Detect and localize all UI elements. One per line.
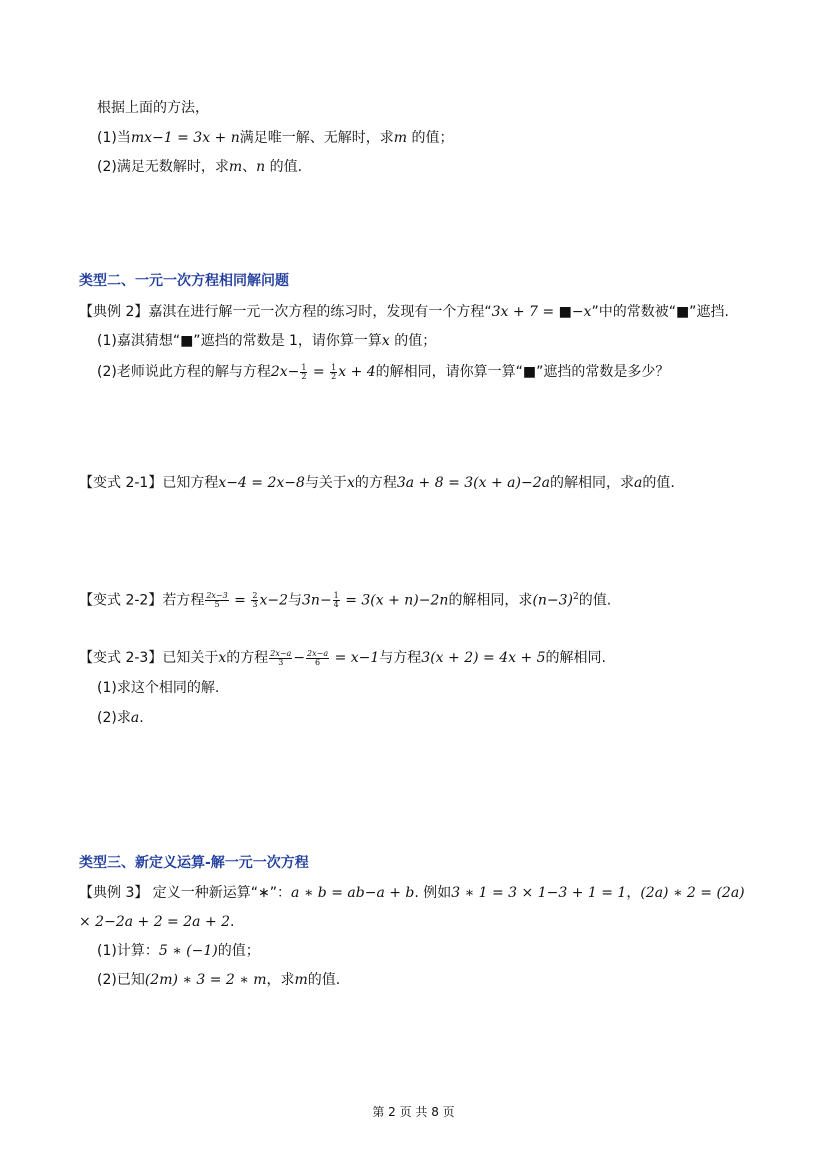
fraction-denominator: 4 xyxy=(333,600,339,610)
variant-2-3-question-1: (1)求这个相同的解. xyxy=(97,680,220,696)
q-text: 的值. xyxy=(265,159,303,175)
fraction-numerator: 1 xyxy=(333,591,339,601)
text: 与关于 xyxy=(304,475,347,491)
fraction-denominator: 6 xyxy=(315,657,321,667)
equation: (2a) ∗ 2 = (2a) xyxy=(640,885,745,901)
fraction-denominator: 3 xyxy=(278,657,284,667)
equation: (2m) ∗ 3 = 2 ∗ m xyxy=(144,972,267,988)
equation: 3n− xyxy=(302,592,332,609)
text: 的解相同. xyxy=(545,650,606,666)
equation: = xyxy=(229,592,251,609)
text: ，求 xyxy=(266,972,295,988)
text: . xyxy=(139,710,144,726)
text: 已知方程 xyxy=(162,475,219,491)
fraction xyxy=(205,592,228,609)
variable: m xyxy=(228,159,243,175)
text: 的值； xyxy=(217,943,260,959)
fraction xyxy=(333,592,340,609)
fraction-numerator: 2 xyxy=(252,591,258,601)
variable: x xyxy=(346,475,355,491)
example-3-question-2 xyxy=(97,970,340,990)
q-text: (2)满足无数解时，求 xyxy=(97,159,229,175)
text: 与方程 xyxy=(379,650,422,666)
intro-lead: 根据上面的方法， xyxy=(97,100,209,116)
expression: 5 ∗ (−1) xyxy=(158,943,218,959)
example-2-question-2 xyxy=(97,362,669,382)
text: ”中的常数被“■”遮挡. xyxy=(591,304,729,320)
text: 的值. xyxy=(578,592,612,609)
variant-2-3 xyxy=(79,648,606,668)
text: (1)计算： xyxy=(97,943,159,959)
text: 已知关于 xyxy=(162,650,219,666)
variable: m xyxy=(393,130,408,146)
variant-2-2 xyxy=(79,587,611,611)
text: (2)老师说此方程的解与方程 xyxy=(97,364,271,380)
fraction-numerator: 2x−a xyxy=(270,648,292,658)
fraction-denominator: 3 xyxy=(252,600,258,610)
text: (2)已知 xyxy=(97,972,145,988)
exponent: 2 xyxy=(573,592,579,602)
fraction-numerator: 1 xyxy=(331,362,337,372)
variable: m xyxy=(294,972,308,988)
variable: x xyxy=(218,650,227,666)
variable: n xyxy=(256,159,266,175)
label: 【变式 2-1】 xyxy=(79,475,163,491)
q-text: 满足唯一解、无解时，求 xyxy=(239,130,394,146)
q-text: (1)当 xyxy=(97,130,131,146)
q-text: 、 xyxy=(242,159,257,175)
text: ， xyxy=(626,885,641,901)
label: 【典例 3】 xyxy=(79,885,149,901)
variant-2-3-question-2 xyxy=(97,708,144,728)
fraction-numerator: 2x−a xyxy=(307,648,329,658)
fraction-denominator: 2 xyxy=(301,371,307,381)
text: . xyxy=(230,914,235,930)
equation: x−2 xyxy=(259,592,289,609)
equation: a ∗ b = ab−a + b xyxy=(291,885,415,901)
equation: × 2−2a + 2 = 2a + 2 xyxy=(79,914,231,930)
fraction-denominator: 2 xyxy=(331,371,337,381)
text: 的解相同，求 xyxy=(549,475,634,491)
text: 的值； xyxy=(389,333,437,349)
equation: 2x− xyxy=(270,364,300,380)
text: 定义一种新运算“∗”： xyxy=(148,885,292,901)
equation: x−4 = 2x−8 xyxy=(218,475,305,491)
text: 的解相同，请你算一算“■”遮挡的常数是多少？ xyxy=(375,364,670,380)
operator: − xyxy=(293,650,306,666)
example-3 xyxy=(79,883,745,903)
example-2-question-1 xyxy=(97,331,436,351)
text: 的值. xyxy=(642,475,675,491)
example-3-question-1 xyxy=(97,941,260,961)
equation: 3 ∗ 1 = 3 × 1−3 + 1 = 1 xyxy=(451,885,627,901)
example-2 xyxy=(79,302,729,322)
variable: x xyxy=(381,333,390,349)
text: (1)嘉淇猜想“■”遮挡的常数是 1，请你算一算 xyxy=(97,333,382,349)
text: 若方程 xyxy=(162,592,205,609)
q-text: 的值； xyxy=(407,130,454,146)
label: 【典例 2】 xyxy=(79,304,149,320)
fraction-numerator: 1 xyxy=(301,362,307,372)
fraction xyxy=(306,650,329,667)
fraction xyxy=(300,364,307,381)
fraction xyxy=(269,650,292,667)
section-2-title: 类型二、一元一次方程相同解问题 xyxy=(79,273,289,289)
fraction xyxy=(251,592,258,609)
equation: mx−1 = 3x + n xyxy=(130,130,240,146)
equation: 3a + 8 = 3(x + a)−2a xyxy=(396,475,550,491)
equation: = 3(x + n)−2n xyxy=(340,592,449,609)
fraction-numerator: 2x−3 xyxy=(206,591,228,601)
intro-question-2 xyxy=(97,157,302,177)
equation: 3x + 7 = ■−x xyxy=(491,304,592,320)
text: . 例如 xyxy=(414,885,452,901)
equation: 3(x + 2) = 4x + 5 xyxy=(421,650,546,666)
text: 的方程 xyxy=(354,475,397,491)
expression: (n−3) xyxy=(532,592,574,609)
label: 【变式 2-3】 xyxy=(79,650,163,666)
intro-question-1 xyxy=(97,128,453,148)
text: (2)求 xyxy=(97,710,131,726)
variable: a xyxy=(130,710,140,726)
fraction-denominator: 5 xyxy=(214,600,220,610)
text: 与 xyxy=(288,592,303,609)
variable: a xyxy=(633,475,643,491)
variant-2-1 xyxy=(79,473,675,493)
text: 嘉淇在进行解一元一次方程的练习时，发现有一个方程“ xyxy=(148,304,492,320)
equation: x + 4 xyxy=(338,364,376,380)
section-3-title: 类型三、新定义运算-解一元一次方程 xyxy=(79,855,309,871)
equation: = x−1 xyxy=(330,650,380,666)
equation: = xyxy=(308,364,330,380)
example-3-continued xyxy=(79,912,235,932)
fraction xyxy=(330,364,337,381)
text: 的解相同，求 xyxy=(448,592,533,609)
label: 【变式 2-2】 xyxy=(79,592,163,609)
text: 的方程 xyxy=(226,650,269,666)
text: 的值. xyxy=(307,972,341,988)
page-footer: 第 2 页 共 8 页 xyxy=(372,1105,455,1119)
